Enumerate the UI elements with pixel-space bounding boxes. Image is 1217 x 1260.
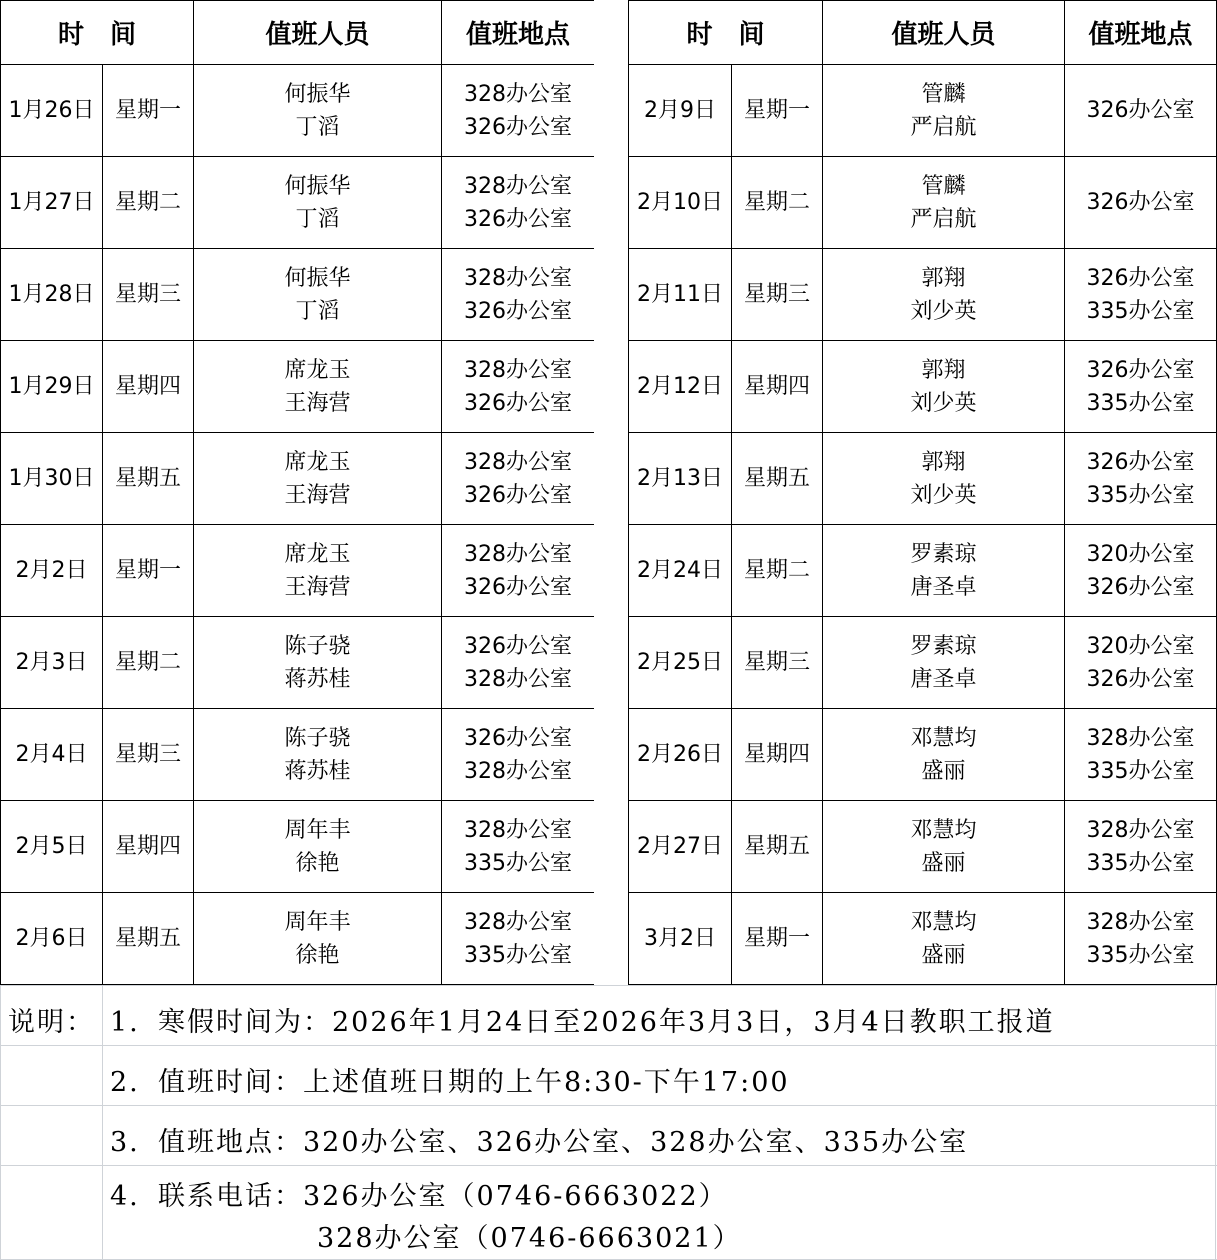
staff-name: 何振华 bbox=[284, 173, 351, 199]
note-item bbox=[110, 1174, 728, 1213]
date-cell: 1月30日 bbox=[1, 433, 103, 525]
table-row bbox=[629, 801, 1217, 893]
table-row bbox=[629, 893, 1217, 985]
location-name: 326办公室 bbox=[1086, 357, 1195, 383]
header-row bbox=[629, 1, 1217, 65]
staff-name: 刘少英 bbox=[910, 482, 977, 508]
weekday-cell: 星期五 bbox=[732, 801, 823, 893]
date-cell: 2月24日 bbox=[629, 525, 732, 617]
location-name: 326办公室 bbox=[464, 298, 573, 324]
location-cell bbox=[442, 709, 595, 801]
staff-name: 丁滔 bbox=[295, 206, 340, 232]
weekday-cell: 星期五 bbox=[732, 433, 823, 525]
date-cell: 2月12日 bbox=[629, 341, 732, 433]
note-text: 值班地点：320办公室、326办公室、328办公室、335办公室 bbox=[158, 1127, 969, 1158]
table-row bbox=[1, 65, 595, 157]
weekday-cell: 星期四 bbox=[732, 709, 823, 801]
staff-name: 蒋苏桂 bbox=[284, 666, 351, 692]
date-cell: 2月11日 bbox=[629, 249, 732, 341]
weekday-cell: 星期四 bbox=[732, 341, 823, 433]
staff-name: 盛丽 bbox=[921, 850, 966, 876]
staff-name: 丁滔 bbox=[295, 114, 340, 140]
staff-name: 丁滔 bbox=[295, 298, 340, 324]
table-row bbox=[629, 341, 1217, 433]
note-text: 值班时间：上述值班日期的上午8:30-下午17:00 bbox=[158, 1067, 790, 1098]
header-time: 时 间 bbox=[629, 1, 823, 65]
staff-name: 席龙玉 bbox=[284, 357, 351, 383]
location-cell bbox=[442, 157, 595, 249]
staff-name: 陈子骁 bbox=[284, 633, 351, 659]
note-number: 1. bbox=[110, 1007, 140, 1038]
staff-name: 唐圣卓 bbox=[910, 666, 977, 692]
date-cell: 2月3日 bbox=[1, 617, 103, 709]
staff-cell bbox=[823, 893, 1065, 985]
table-row bbox=[629, 433, 1217, 525]
staff-name: 管麟 bbox=[921, 81, 966, 107]
location-cell bbox=[442, 65, 595, 157]
header-time: 时 间 bbox=[1, 1, 194, 65]
duty-table-left bbox=[0, 0, 595, 985]
location-name: 326办公室 bbox=[1086, 265, 1195, 291]
location-name: 328办公室 bbox=[1086, 817, 1195, 843]
location-cell bbox=[1065, 65, 1217, 157]
location-name: 326办公室 bbox=[1086, 190, 1195, 215]
table-row bbox=[1, 341, 595, 433]
location-cell bbox=[1065, 249, 1217, 341]
weekday-cell: 星期二 bbox=[103, 617, 194, 709]
location-cell bbox=[1065, 709, 1217, 801]
location-cell bbox=[442, 249, 595, 341]
table-row bbox=[1, 709, 595, 801]
staff-name: 席龙玉 bbox=[284, 541, 351, 567]
location-name: 326办公室 bbox=[464, 482, 573, 508]
location-name: 335办公室 bbox=[464, 850, 573, 876]
location-name: 326办公室 bbox=[464, 114, 573, 140]
location-name: 320办公室 bbox=[1086, 633, 1195, 659]
note-row bbox=[0, 985, 1217, 1046]
date-cell: 2月5日 bbox=[1, 801, 103, 893]
location-name: 335办公室 bbox=[1086, 850, 1195, 876]
staff-name: 徐艳 bbox=[295, 850, 340, 876]
staff-name: 王海营 bbox=[284, 574, 351, 600]
note-number: 4. bbox=[110, 1181, 140, 1212]
header-row bbox=[1, 1, 595, 65]
staff-cell bbox=[194, 249, 442, 341]
staff-name: 王海营 bbox=[284, 482, 351, 508]
weekday-cell: 星期三 bbox=[103, 709, 194, 801]
weekday-cell: 星期一 bbox=[103, 65, 194, 157]
location-name: 335办公室 bbox=[1086, 390, 1195, 416]
location-name: 328办公室 bbox=[464, 909, 573, 935]
staff-cell bbox=[194, 709, 442, 801]
date-cell: 1月27日 bbox=[1, 157, 103, 249]
staff-cell bbox=[194, 893, 442, 985]
header-location: 值班地点 bbox=[442, 1, 595, 65]
staff-name: 郭翔 bbox=[921, 357, 966, 383]
weekday-cell: 星期三 bbox=[732, 617, 823, 709]
location-cell bbox=[442, 801, 595, 893]
location-name: 328办公室 bbox=[464, 817, 573, 843]
weekday-cell: 星期三 bbox=[732, 249, 823, 341]
note-text: 寒假时间为：2026年1月24日至2026年3月3日，3月4日教职工报道 bbox=[158, 1007, 1055, 1038]
location-cell bbox=[442, 525, 595, 617]
staff-cell bbox=[194, 65, 442, 157]
date-cell: 2月26日 bbox=[629, 709, 732, 801]
table-row bbox=[629, 525, 1217, 617]
staff-name: 盛丽 bbox=[921, 758, 966, 784]
staff-name: 徐艳 bbox=[295, 942, 340, 968]
location-name: 335办公室 bbox=[1086, 482, 1195, 508]
location-name: 326办公室 bbox=[464, 574, 573, 600]
staff-name: 邓慧均 bbox=[910, 725, 977, 751]
location-cell bbox=[442, 617, 595, 709]
location-name: 328办公室 bbox=[464, 541, 573, 567]
staff-name: 席龙玉 bbox=[284, 449, 351, 475]
location-name: 328办公室 bbox=[1086, 725, 1195, 751]
note-number: 2. bbox=[110, 1067, 140, 1098]
staff-name: 邓慧均 bbox=[910, 817, 977, 843]
staff-name: 盛丽 bbox=[921, 942, 966, 968]
date-cell: 2月10日 bbox=[629, 157, 732, 249]
date-cell: 2月2日 bbox=[1, 525, 103, 617]
table-row bbox=[1, 801, 595, 893]
staff-name: 蒋苏桂 bbox=[284, 758, 351, 784]
table-row bbox=[629, 249, 1217, 341]
staff-name: 罗素琼 bbox=[910, 541, 977, 567]
header-staff: 值班人员 bbox=[823, 1, 1065, 65]
weekday-cell: 星期二 bbox=[732, 525, 823, 617]
location-name: 326办公室 bbox=[464, 633, 573, 659]
table-row bbox=[1, 893, 595, 985]
staff-cell bbox=[823, 157, 1065, 249]
weekday-cell: 星期四 bbox=[103, 801, 194, 893]
weekday-cell: 星期二 bbox=[732, 157, 823, 249]
location-name: 328办公室 bbox=[1086, 909, 1195, 935]
table-row bbox=[1, 433, 595, 525]
location-name: 328办公室 bbox=[464, 81, 573, 107]
staff-name: 何振华 bbox=[284, 265, 351, 291]
note-row bbox=[0, 1165, 1217, 1260]
staff-name: 严启航 bbox=[910, 206, 977, 232]
staff-cell bbox=[194, 801, 442, 893]
location-name: 326办公室 bbox=[464, 390, 573, 416]
table-row bbox=[629, 157, 1217, 249]
table-row bbox=[629, 617, 1217, 709]
staff-name: 王海营 bbox=[284, 390, 351, 416]
location-name: 328办公室 bbox=[464, 449, 573, 475]
weekday-cell: 星期一 bbox=[732, 65, 823, 157]
note-text-continued: 328办公室（0746-6663021） bbox=[317, 1223, 742, 1254]
weekday-cell: 星期三 bbox=[103, 249, 194, 341]
staff-cell bbox=[194, 433, 442, 525]
staff-name: 邓慧均 bbox=[910, 909, 977, 935]
location-name: 328办公室 bbox=[464, 265, 573, 291]
date-cell: 1月28日 bbox=[1, 249, 103, 341]
weekday-cell: 星期二 bbox=[103, 157, 194, 249]
date-cell: 3月2日 bbox=[629, 893, 732, 985]
header-location: 值班地点 bbox=[1065, 1, 1217, 65]
note-row bbox=[0, 1045, 1217, 1106]
table-row bbox=[629, 709, 1217, 801]
location-cell bbox=[442, 341, 595, 433]
date-cell: 2月9日 bbox=[629, 65, 732, 157]
staff-name: 唐圣卓 bbox=[910, 574, 977, 600]
staff-cell bbox=[823, 249, 1065, 341]
weekday-cell: 星期五 bbox=[103, 893, 194, 985]
location-name: 326办公室 bbox=[1086, 449, 1195, 475]
table-gap bbox=[594, 0, 628, 985]
staff-name: 陈子骁 bbox=[284, 725, 351, 751]
staff-cell bbox=[194, 525, 442, 617]
staff-cell bbox=[823, 801, 1065, 893]
staff-name: 郭翔 bbox=[921, 449, 966, 475]
date-cell: 2月27日 bbox=[629, 801, 732, 893]
weekday-cell: 星期五 bbox=[103, 433, 194, 525]
staff-name: 刘少英 bbox=[910, 390, 977, 416]
location-name: 328办公室 bbox=[464, 666, 573, 692]
location-cell bbox=[1065, 341, 1217, 433]
table-row bbox=[629, 65, 1217, 157]
location-name: 335办公室 bbox=[1086, 758, 1195, 784]
header-staff: 值班人员 bbox=[194, 1, 442, 65]
note-item bbox=[110, 1060, 790, 1099]
staff-cell bbox=[823, 341, 1065, 433]
location-name: 328办公室 bbox=[464, 357, 573, 383]
staff-cell bbox=[823, 65, 1065, 157]
staff-cell bbox=[823, 525, 1065, 617]
location-cell bbox=[442, 893, 595, 985]
location-cell bbox=[1065, 801, 1217, 893]
staff-name: 郭翔 bbox=[921, 265, 966, 291]
location-name: 326办公室 bbox=[464, 725, 573, 751]
location-cell bbox=[1065, 893, 1217, 985]
notes-label: 说明： bbox=[8, 1007, 95, 1038]
date-cell: 2月25日 bbox=[629, 617, 732, 709]
staff-name: 何振华 bbox=[284, 81, 351, 107]
date-cell: 2月6日 bbox=[1, 893, 103, 985]
location-name: 328办公室 bbox=[464, 173, 573, 199]
staff-cell bbox=[823, 617, 1065, 709]
date-cell: 2月13日 bbox=[629, 433, 732, 525]
table-row bbox=[1, 157, 595, 249]
location-name: 320办公室 bbox=[1086, 541, 1195, 567]
location-name: 335办公室 bbox=[1086, 942, 1195, 968]
location-name: 328办公室 bbox=[464, 758, 573, 784]
notes-section bbox=[0, 985, 1217, 1260]
note-item bbox=[110, 1120, 968, 1159]
staff-name: 罗素琼 bbox=[910, 633, 977, 659]
location-name: 326办公室 bbox=[1086, 666, 1195, 692]
weekday-cell: 星期一 bbox=[732, 893, 823, 985]
location-cell bbox=[1065, 433, 1217, 525]
note-item bbox=[110, 1000, 1055, 1039]
date-cell: 1月26日 bbox=[1, 65, 103, 157]
staff-cell bbox=[194, 617, 442, 709]
staff-name: 周年丰 bbox=[284, 909, 351, 935]
weekday-cell: 星期四 bbox=[103, 341, 194, 433]
location-cell bbox=[1065, 525, 1217, 617]
staff-cell bbox=[823, 433, 1065, 525]
table-row bbox=[1, 617, 595, 709]
location-name: 335办公室 bbox=[1086, 298, 1195, 324]
staff-name: 管麟 bbox=[921, 173, 966, 199]
note-number: 3. bbox=[110, 1127, 140, 1158]
staff-cell bbox=[823, 709, 1065, 801]
date-cell: 1月29日 bbox=[1, 341, 103, 433]
location-cell bbox=[442, 433, 595, 525]
table-row bbox=[1, 525, 595, 617]
staff-cell bbox=[194, 157, 442, 249]
location-cell bbox=[1065, 617, 1217, 709]
location-name: 326办公室 bbox=[464, 206, 573, 232]
staff-name: 严启航 bbox=[910, 114, 977, 140]
note-text: 联系电话：326办公室（0746-6663022） bbox=[158, 1181, 728, 1212]
weekday-cell: 星期一 bbox=[103, 525, 194, 617]
staff-name: 周年丰 bbox=[284, 817, 351, 843]
date-cell: 2月4日 bbox=[1, 709, 103, 801]
table-row bbox=[1, 249, 595, 341]
note-row bbox=[0, 1105, 1217, 1166]
staff-cell bbox=[194, 341, 442, 433]
location-cell bbox=[1065, 157, 1217, 249]
location-name: 335办公室 bbox=[464, 942, 573, 968]
location-name: 326办公室 bbox=[1086, 574, 1195, 600]
duty-table-right bbox=[628, 0, 1217, 985]
staff-name: 刘少英 bbox=[910, 298, 977, 324]
location-name: 326办公室 bbox=[1086, 98, 1195, 123]
